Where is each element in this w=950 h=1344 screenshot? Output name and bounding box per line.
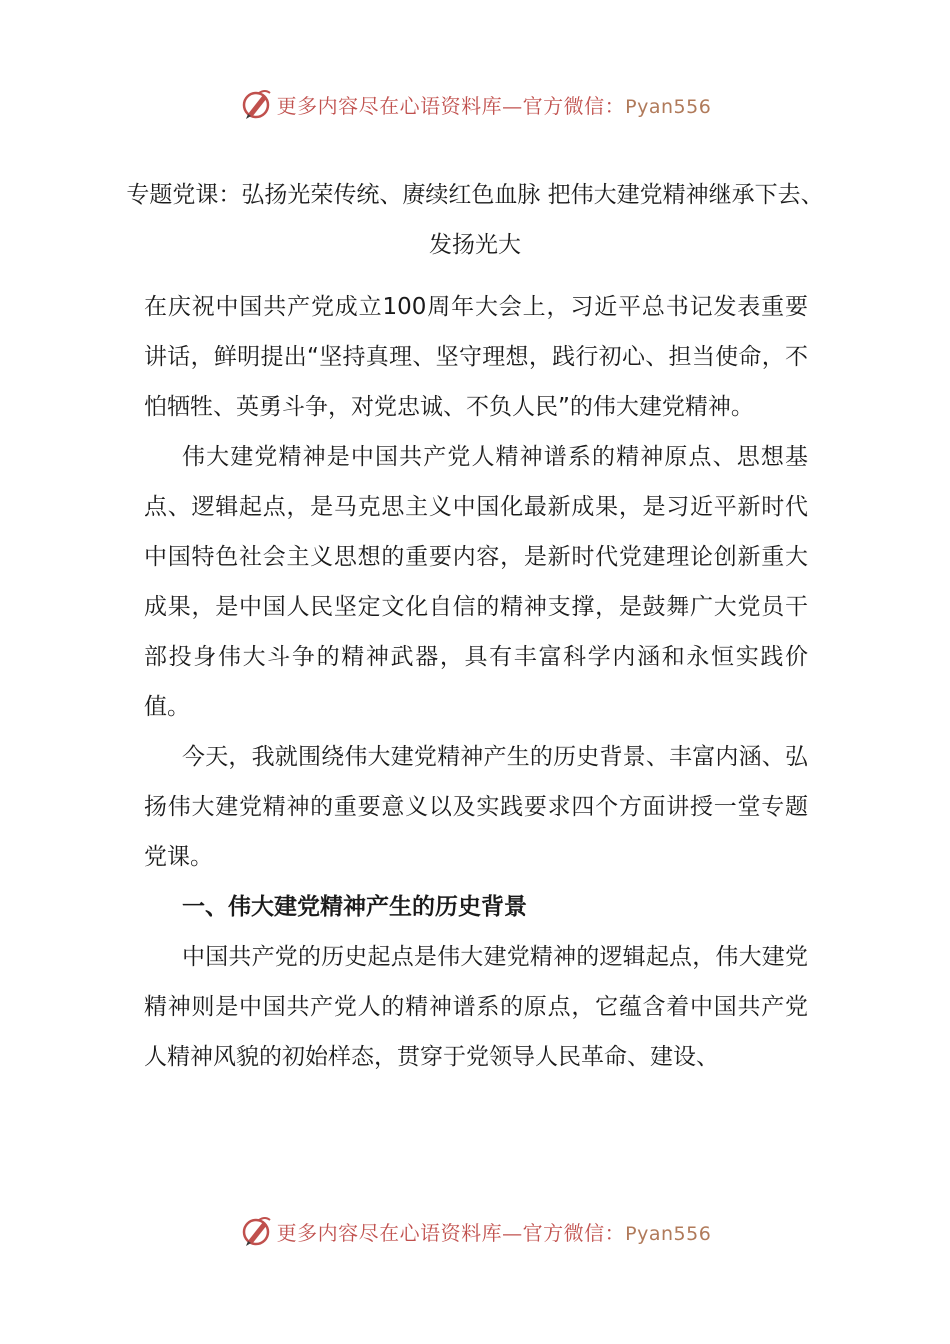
watermark-text: 更多内容尽在心语资料库—官方微信：Pyan556 — [276, 1220, 712, 1245]
paragraph: 中国共产党的历史起点是伟大建党精神的逻辑起点，伟大建党精神则是中国共产党人的精神谱系的原点，它蕴含着中国共产党人精神风貌的初始样态，贯穿于党领导人民革命、建设、 — [144, 944, 808, 1070]
document-title: 专题党课：弘扬光荣传统、赓续红色血脉 把伟大建党精神继承下去、发扬光大 — [126, 182, 824, 258]
pen-logo-icon — [239, 87, 273, 121]
footer-watermark — [0, 1211, 950, 1251]
paragraph: 伟大建党精神是中国共产党人精神谱系的精神原点、思想基点、逻辑起点，是马克思主义中国化最新成果，是习近平新时代中国特色社会主义思想的重要内容，是新时代党建理论创新重大成果，是中国人民坚定文化自信的精神支撑，是鼓舞广大党员干部投身伟大斗争的精神武器，具有丰富科学内涵和永恒实践价值。 — [144, 444, 808, 720]
pen-logo-icon — [239, 1214, 273, 1248]
watermark-contact: Pyan556 — [625, 95, 712, 118]
header-watermark — [0, 84, 950, 124]
document-body — [144, 282, 808, 1082]
watermark-text: 更多内容尽在心语资料库—官方微信：Pyan556 — [276, 93, 712, 118]
section-heading: 一、伟大建党精神产生的历史背景 — [182, 894, 527, 920]
paragraph: 今天，我就围绕伟大建党精神产生的历史背景、丰富内涵、弘扬伟大建党精神的重要意义以及实践要求四个方面讲授一堂专题党课。 — [144, 744, 808, 870]
watermark-contact: Pyan556 — [625, 1222, 712, 1245]
paragraph: 在庆祝中国共产党成立100周年大会上，习近平总书记发表重要讲话，鲜明提出“坚持真理、坚守理想，践行初心、担当使命，不怕牺牲、英勇斗争，对党忠诚、不负人民”的伟大建党精神。 — [144, 294, 808, 420]
